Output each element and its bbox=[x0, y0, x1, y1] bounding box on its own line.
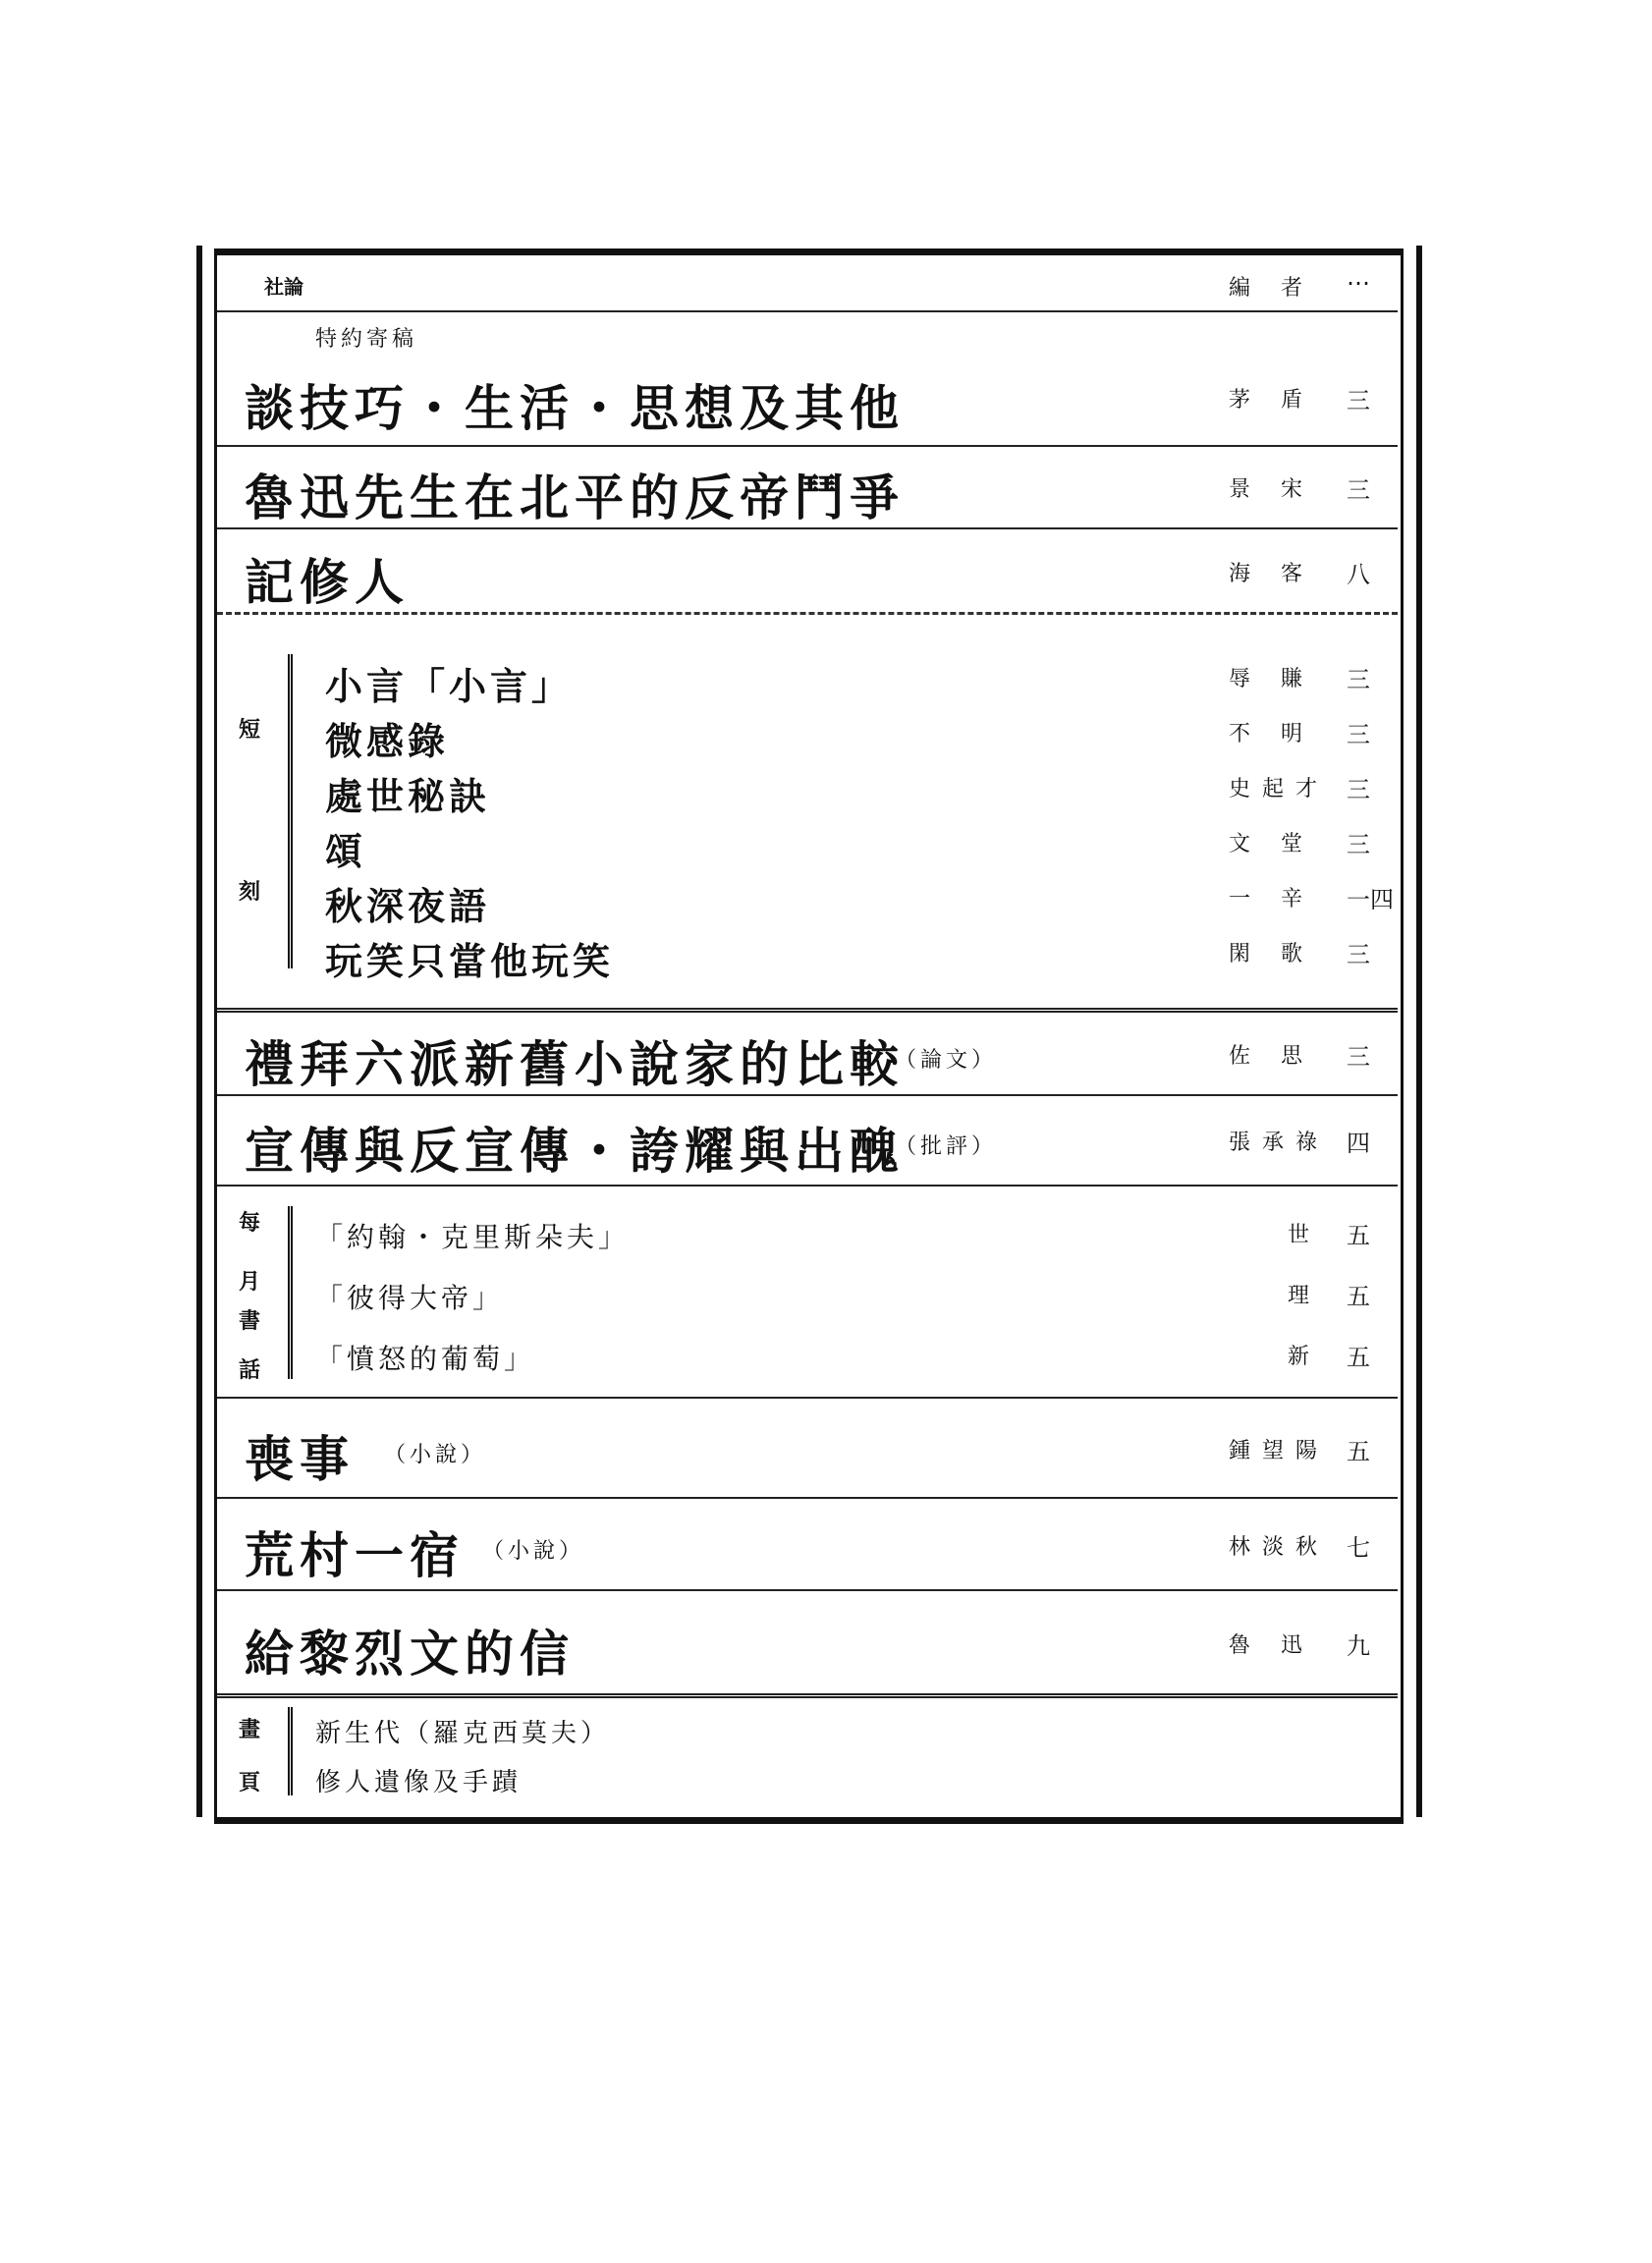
monthly-label-b: 月 bbox=[239, 1269, 261, 1295]
entry-tag: （小說） bbox=[482, 1539, 585, 1564]
header-page: ⋯ bbox=[1347, 269, 1370, 297]
entry-row bbox=[217, 1012, 1398, 1096]
entry-title: 宣傳與反宣傳・誇耀與出醜 bbox=[245, 1122, 905, 1180]
entry-page: 七 bbox=[1347, 1534, 1370, 1562]
monthly-label-d: 話 bbox=[239, 1357, 261, 1383]
short-item-author: 辱 賺 bbox=[1229, 667, 1314, 691]
entry-tag: （小說） bbox=[384, 1443, 487, 1467]
pictures-section bbox=[217, 1697, 1398, 1807]
short-item-page: 三 bbox=[1347, 776, 1370, 803]
entry-row bbox=[217, 1096, 1398, 1187]
short-item-title: 小言「小言」 bbox=[325, 664, 574, 708]
header-row bbox=[217, 255, 1398, 312]
entry-row bbox=[217, 1591, 1398, 1698]
entry-author: 海 客 bbox=[1229, 562, 1314, 586]
monthly-label-a: 每 bbox=[239, 1210, 261, 1236]
monthly-item-title: 「彼得大帝」 bbox=[315, 1282, 505, 1314]
entry-title: 喪事 bbox=[245, 1430, 355, 1488]
entry-title: 談技巧・生活・思想及其他 bbox=[245, 379, 905, 437]
short-item-author: 不 明 bbox=[1229, 722, 1314, 746]
monthly-label-c: 書 bbox=[239, 1308, 261, 1334]
short-item-author: 史起才 bbox=[1229, 777, 1330, 801]
entry-row bbox=[217, 529, 1398, 615]
entry-page: 三 bbox=[1347, 1043, 1370, 1071]
short-item-author: 文 堂 bbox=[1229, 832, 1314, 856]
entry-page: 五 bbox=[1347, 1438, 1370, 1465]
monthly-item-page: 五 bbox=[1347, 1283, 1370, 1310]
entry-page: 九 bbox=[1347, 1632, 1370, 1660]
short-item-title: 處世秘訣 bbox=[325, 774, 491, 818]
entry-author: 茅 盾 bbox=[1229, 388, 1314, 413]
pictures-label-b: 頁 bbox=[239, 1770, 261, 1795]
monthly-item-title: 「約翰・克里斯朵夫」 bbox=[315, 1221, 631, 1253]
short-label-top: 短 bbox=[239, 717, 261, 743]
monthly-item-page: 五 bbox=[1347, 1344, 1370, 1371]
short-item-title: 秋深夜語 bbox=[325, 884, 491, 928]
monthly-item-page: 五 bbox=[1347, 1222, 1370, 1249]
picture-item: 修人遺像及手蹟 bbox=[315, 1768, 523, 1797]
entry-author: 林淡秋 bbox=[1229, 1535, 1330, 1560]
pictures-label-a: 畫 bbox=[239, 1717, 261, 1742]
entry-tag: （批評） bbox=[895, 1134, 998, 1159]
short-item-title: 微感錄 bbox=[325, 719, 450, 763]
entry-page: 八 bbox=[1347, 561, 1370, 588]
short-section-bar bbox=[288, 654, 293, 968]
monthly-section-bar bbox=[288, 1206, 293, 1379]
entry-row bbox=[217, 1499, 1398, 1591]
entry-author: 景 宋 bbox=[1229, 477, 1314, 502]
entry-page: 三 bbox=[1347, 387, 1370, 414]
short-item-page: 一四 bbox=[1347, 886, 1394, 913]
short-item-title: 玩笑只當他玩笑 bbox=[325, 939, 615, 983]
entry-page: 四 bbox=[1347, 1130, 1370, 1157]
entry-title: 禮拜六派新舊小說家的比較 bbox=[245, 1035, 905, 1093]
entry-author: 佐 思 bbox=[1229, 1044, 1314, 1069]
short-item-page: 三 bbox=[1347, 831, 1370, 858]
monthly-item-title: 「憤怒的葡萄」 bbox=[315, 1343, 536, 1375]
picture-item: 新生代（羅克西莫夫） bbox=[315, 1719, 611, 1748]
short-item-author: 一 辛 bbox=[1229, 887, 1314, 911]
monthly-item-author: 理 bbox=[1288, 1284, 1322, 1308]
monthly-item-author: 世 bbox=[1288, 1223, 1322, 1247]
entry-note: 特約寄稿 bbox=[315, 327, 418, 352]
short-item-author: 閑 歌 bbox=[1229, 942, 1314, 966]
entry-title: 魯迅先生在北平的反帝鬥爭 bbox=[245, 469, 905, 526]
monthly-item-author: 新 bbox=[1288, 1345, 1322, 1369]
short-section bbox=[217, 615, 1398, 1013]
header-author: 編 者 bbox=[1229, 276, 1314, 301]
entry-title: 給黎烈文的信 bbox=[245, 1625, 575, 1683]
header-editorial: 社論 bbox=[264, 275, 303, 299]
entry-tag: （論文） bbox=[895, 1048, 998, 1073]
short-item-title: 頌 bbox=[325, 829, 367, 873]
entry-title: 記修人 bbox=[245, 553, 410, 611]
entry-author: 鍾望陽 bbox=[1229, 1439, 1330, 1463]
pictures-section-bar bbox=[288, 1707, 293, 1795]
entry-row bbox=[217, 312, 1398, 447]
entry-title: 荒村一宿 bbox=[245, 1526, 465, 1584]
entry-author: 魯 迅 bbox=[1229, 1633, 1314, 1658]
monthly-section bbox=[217, 1187, 1398, 1399]
entry-row bbox=[217, 1399, 1398, 1499]
short-item-page: 三 bbox=[1347, 666, 1370, 693]
entry-author: 張承祿 bbox=[1229, 1131, 1330, 1155]
entry-row bbox=[217, 447, 1398, 529]
short-item-page: 三 bbox=[1347, 941, 1370, 968]
short-label-bottom: 刻 bbox=[239, 879, 261, 905]
short-item-page: 三 bbox=[1347, 721, 1370, 748]
entry-page: 三 bbox=[1347, 476, 1370, 504]
